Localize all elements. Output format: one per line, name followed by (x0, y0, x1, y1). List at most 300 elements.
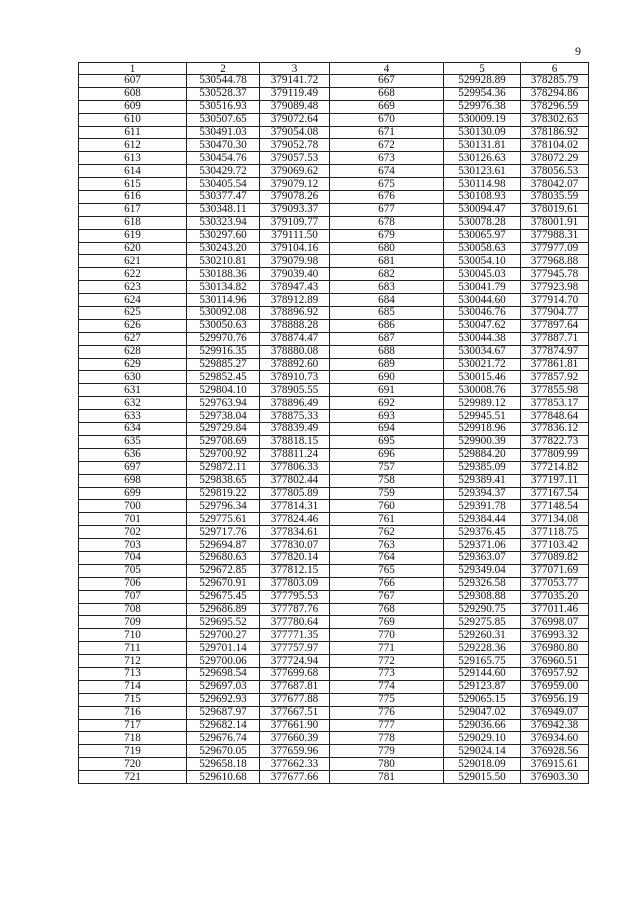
table-row (79, 423, 589, 436)
table-cell-x-coordinate: 529275.85 (444, 616, 521, 629)
table-cell-point-number: 632 (79, 397, 187, 410)
table-cell-point-number: 757 (330, 461, 444, 474)
table-cell-point-number: 717 (79, 719, 187, 732)
table-row (79, 319, 589, 332)
table-cell-point-number: 620 (79, 242, 187, 255)
table-row (79, 655, 589, 668)
table-cell-point-number: 767 (330, 590, 444, 603)
table-row (79, 281, 589, 294)
table-cell-point-number: 703 (79, 539, 187, 552)
table-cell-point-number: 716 (79, 706, 187, 719)
table-cell-y-coordinate: 378285.79 (521, 75, 589, 88)
table-cell-point-number: 608 (79, 87, 187, 100)
table-cell-point-number: 763 (330, 539, 444, 552)
table-cell-point-number: 616 (79, 191, 187, 204)
header-col-1: 1 (79, 63, 187, 75)
table-cell-x-coordinate: 529692.93 (187, 693, 260, 706)
table-row (79, 616, 589, 629)
table-cell-y-coordinate: 377148.54 (521, 500, 589, 513)
table-cell-y-coordinate: 377874.97 (521, 345, 589, 358)
table-cell-x-coordinate: 529738.04 (187, 410, 260, 423)
table-cell-y-coordinate: 379079.98 (260, 255, 330, 268)
table-cell-point-number: 694 (330, 423, 444, 436)
table-cell-x-coordinate: 530507.65 (187, 113, 260, 126)
table-cell-y-coordinate: 378294.86 (521, 87, 589, 100)
table-cell-point-number: 771 (330, 642, 444, 655)
table-cell-x-coordinate: 530034.67 (444, 345, 521, 358)
table-cell-x-coordinate: 529698.54 (187, 667, 260, 680)
table-cell-x-coordinate: 529700.06 (187, 655, 260, 668)
table-row (79, 526, 589, 539)
table-cell-x-coordinate: 529954.36 (444, 87, 521, 100)
table-row (79, 680, 589, 693)
table-cell-point-number: 624 (79, 294, 187, 307)
table-cell-y-coordinate: 377897.64 (521, 319, 589, 332)
table-cell-point-number: 697 (79, 461, 187, 474)
table-cell-y-coordinate: 377035.20 (521, 590, 589, 603)
table-cell-point-number: 779 (330, 745, 444, 758)
table-cell-point-number: 689 (330, 358, 444, 371)
table-cell-x-coordinate: 529015.50 (444, 771, 521, 784)
table-cell-x-coordinate: 529391.78 (444, 500, 521, 513)
table-cell-point-number: 614 (79, 165, 187, 178)
table-cell-point-number: 610 (79, 113, 187, 126)
table-cell-x-coordinate: 529729.84 (187, 423, 260, 436)
table-cell-y-coordinate: 376928.56 (521, 745, 589, 758)
table-row (79, 410, 589, 423)
table-cell-y-coordinate: 377822.73 (521, 435, 589, 448)
table-cell-point-number: 768 (330, 603, 444, 616)
table-cell-y-coordinate: 377787.76 (260, 603, 330, 616)
table-row (79, 358, 589, 371)
table-cell-point-number: 615 (79, 178, 187, 191)
table-cell-x-coordinate: 530065.97 (444, 229, 521, 242)
table-cell-x-coordinate: 530015.46 (444, 371, 521, 384)
table-row (79, 551, 589, 564)
table-cell-x-coordinate: 529918.96 (444, 423, 521, 436)
table-cell-x-coordinate: 529376.45 (444, 526, 521, 539)
table-cell-point-number: 636 (79, 448, 187, 461)
table-cell-x-coordinate: 530348.11 (187, 203, 260, 216)
table-cell-y-coordinate: 377861.81 (521, 358, 589, 371)
table-cell-point-number: 765 (330, 564, 444, 577)
table-cell-point-number: 695 (330, 435, 444, 448)
table-cell-x-coordinate: 529047.02 (444, 706, 521, 719)
table-row (79, 75, 589, 88)
table-cell-point-number: 681 (330, 255, 444, 268)
table-cell-x-coordinate: 529708.69 (187, 435, 260, 448)
table-cell-y-coordinate: 376903.30 (521, 771, 589, 784)
table-cell-point-number: 679 (330, 229, 444, 242)
table-cell-point-number: 709 (79, 616, 187, 629)
table-cell-y-coordinate: 379111.50 (260, 229, 330, 242)
table-cell-y-coordinate: 377914.70 (521, 294, 589, 307)
table-cell-point-number: 629 (79, 358, 187, 371)
table-cell-x-coordinate: 529308.88 (444, 590, 521, 603)
table-cell-x-coordinate: 529700.92 (187, 448, 260, 461)
table-cell-y-coordinate: 378839.49 (260, 423, 330, 436)
table-cell-point-number: 618 (79, 216, 187, 229)
table-cell-x-coordinate: 530429.72 (187, 165, 260, 178)
table-cell-x-coordinate: 529686.89 (187, 603, 260, 616)
table-row (79, 603, 589, 616)
table-cell-x-coordinate: 529970.76 (187, 332, 260, 345)
table-cell-point-number: 699 (79, 487, 187, 500)
table-cell-y-coordinate: 377011.46 (521, 603, 589, 616)
table-cell-x-coordinate: 529024.14 (444, 745, 521, 758)
table-cell-y-coordinate: 377887.71 (521, 332, 589, 345)
table-cell-y-coordinate: 377667.51 (260, 706, 330, 719)
table-cell-x-coordinate: 529260.31 (444, 629, 521, 642)
table-cell-x-coordinate: 529680.63 (187, 551, 260, 564)
table-cell-y-coordinate: 378874.47 (260, 332, 330, 345)
table-cell-x-coordinate: 529389.41 (444, 474, 521, 487)
header-col-5: 5 (444, 63, 521, 75)
table-cell-y-coordinate: 378888.28 (260, 319, 330, 332)
table-cell-y-coordinate: 376998.07 (521, 616, 589, 629)
table-cell-y-coordinate: 378875.33 (260, 410, 330, 423)
table-cell-x-coordinate: 529675.45 (187, 590, 260, 603)
table-cell-x-coordinate: 529682.14 (187, 719, 260, 732)
table-cell-x-coordinate: 530044.38 (444, 332, 521, 345)
table-cell-point-number: 671 (330, 126, 444, 139)
table-cell-point-number: 690 (330, 371, 444, 384)
table-cell-x-coordinate: 529900.39 (444, 435, 521, 448)
table-row (79, 203, 589, 216)
table-row (79, 500, 589, 513)
table-cell-x-coordinate: 530126.63 (444, 152, 521, 165)
table-header-row (79, 63, 589, 75)
table-row (79, 255, 589, 268)
table-cell-x-coordinate: 530454.76 (187, 152, 260, 165)
table-row (79, 629, 589, 642)
table-cell-x-coordinate: 530528.37 (187, 87, 260, 100)
table-cell-point-number: 607 (79, 75, 187, 88)
table-cell-y-coordinate: 377103.42 (521, 539, 589, 552)
table-cell-y-coordinate: 376949.07 (521, 706, 589, 719)
table-cell-point-number: 626 (79, 319, 187, 332)
table-cell-y-coordinate: 376993.32 (521, 629, 589, 642)
table-cell-point-number: 710 (79, 629, 187, 642)
table-cell-x-coordinate: 529989.12 (444, 397, 521, 410)
table-cell-y-coordinate: 377945.78 (521, 268, 589, 281)
table-cell-y-coordinate: 377118.75 (521, 526, 589, 539)
table-cell-x-coordinate: 529144.60 (444, 667, 521, 680)
table-cell-point-number: 704 (79, 551, 187, 564)
table-cell-y-coordinate: 379079.12 (260, 178, 330, 191)
table-row (79, 642, 589, 655)
table-cell-y-coordinate: 377771.35 (260, 629, 330, 642)
table-cell-point-number: 672 (330, 139, 444, 152)
table-row (79, 216, 589, 229)
table-cell-point-number: 775 (330, 693, 444, 706)
table-cell-x-coordinate: 529697.03 (187, 680, 260, 693)
table-cell-x-coordinate: 530044.60 (444, 294, 521, 307)
table-cell-y-coordinate: 379057.53 (260, 152, 330, 165)
table-cell-point-number: 667 (330, 75, 444, 88)
table-row (79, 461, 589, 474)
table-cell-x-coordinate: 529775.61 (187, 513, 260, 526)
table-cell-x-coordinate: 529670.91 (187, 577, 260, 590)
table-cell-point-number: 711 (79, 642, 187, 655)
table-cell-point-number: 688 (330, 345, 444, 358)
table-cell-y-coordinate: 377904.77 (521, 307, 589, 320)
coordinates-table (78, 62, 589, 784)
table-cell-y-coordinate: 377134.08 (521, 513, 589, 526)
table-cell-point-number: 701 (79, 513, 187, 526)
table-cell-x-coordinate: 530046.76 (444, 307, 521, 320)
table-row (79, 371, 589, 384)
table-cell-x-coordinate: 530297.60 (187, 229, 260, 242)
table-cell-y-coordinate: 377660.39 (260, 732, 330, 745)
table-cell-x-coordinate: 529384.44 (444, 513, 521, 526)
table-cell-point-number: 780 (330, 758, 444, 771)
table-cell-point-number: 619 (79, 229, 187, 242)
table-cell-point-number: 773 (330, 667, 444, 680)
table-cell-point-number: 684 (330, 294, 444, 307)
table-cell-x-coordinate: 530108.93 (444, 191, 521, 204)
table-cell-x-coordinate: 529385.09 (444, 461, 521, 474)
table-row (79, 732, 589, 745)
table-row (79, 397, 589, 410)
table-cell-x-coordinate: 529165.75 (444, 655, 521, 668)
table-cell-point-number: 774 (330, 680, 444, 693)
table-cell-y-coordinate: 377089.82 (521, 551, 589, 564)
table-cell-x-coordinate: 529872.11 (187, 461, 260, 474)
table-cell-x-coordinate: 529796.34 (187, 500, 260, 513)
table-body (79, 75, 589, 784)
table-cell-x-coordinate: 529676.74 (187, 732, 260, 745)
table-row (79, 758, 589, 771)
table-row (79, 487, 589, 500)
table-cell-point-number: 635 (79, 435, 187, 448)
header-col-2: 2 (187, 63, 260, 75)
table-row (79, 435, 589, 448)
table-cell-x-coordinate: 530323.94 (187, 216, 260, 229)
table-cell-x-coordinate: 530114.98 (444, 178, 521, 191)
table-cell-y-coordinate: 377824.46 (260, 513, 330, 526)
table-row (79, 564, 589, 577)
table-cell-point-number: 719 (79, 745, 187, 758)
table-cell-point-number: 714 (79, 680, 187, 693)
table-cell-x-coordinate: 529717.76 (187, 526, 260, 539)
table-cell-x-coordinate: 530544.78 (187, 75, 260, 88)
table-row (79, 513, 589, 526)
table-cell-point-number: 776 (330, 706, 444, 719)
table-cell-point-number: 702 (79, 526, 187, 539)
table-cell-point-number: 623 (79, 281, 187, 294)
table-cell-y-coordinate: 379093.37 (260, 203, 330, 216)
table-row (79, 771, 589, 784)
table-cell-point-number: 669 (330, 100, 444, 113)
table-cell-point-number: 630 (79, 371, 187, 384)
page-number: 9 (575, 44, 581, 58)
table-cell-y-coordinate: 377805.89 (260, 487, 330, 500)
table-cell-x-coordinate: 530078.28 (444, 216, 521, 229)
table-cell-x-coordinate: 529018.09 (444, 758, 521, 771)
table-cell-point-number: 715 (79, 693, 187, 706)
table-row (79, 165, 589, 178)
table-cell-y-coordinate: 379089.48 (260, 100, 330, 113)
table-row (79, 87, 589, 100)
table-cell-y-coordinate: 378811.24 (260, 448, 330, 461)
table-row (79, 345, 589, 358)
table-cell-point-number: 621 (79, 255, 187, 268)
table-row (79, 139, 589, 152)
table-cell-y-coordinate: 377820.14 (260, 551, 330, 564)
header-col-3: 3 (260, 63, 330, 75)
table-cell-point-number: 680 (330, 242, 444, 255)
table-cell-y-coordinate: 377830.07 (260, 539, 330, 552)
table-cell-y-coordinate: 376959.00 (521, 680, 589, 693)
table-cell-y-coordinate: 377197.11 (521, 474, 589, 487)
table-cell-y-coordinate: 377857.92 (521, 371, 589, 384)
table-cell-x-coordinate: 530134.82 (187, 281, 260, 294)
table-cell-y-coordinate: 378896.92 (260, 307, 330, 320)
table-cell-point-number: 676 (330, 191, 444, 204)
table-cell-y-coordinate: 378001.91 (521, 216, 589, 229)
table-cell-point-number: 772 (330, 655, 444, 668)
table-cell-x-coordinate: 529326.58 (444, 577, 521, 590)
table-cell-x-coordinate: 529394.37 (444, 487, 521, 500)
table-row (79, 667, 589, 680)
table-cell-y-coordinate: 378896.49 (260, 397, 330, 410)
table-cell-x-coordinate: 530405.54 (187, 178, 260, 191)
table-cell-x-coordinate: 530516.93 (187, 100, 260, 113)
table-cell-y-coordinate: 378905.55 (260, 384, 330, 397)
table-cell-point-number: 764 (330, 551, 444, 564)
table-cell-x-coordinate: 529228.36 (444, 642, 521, 655)
table-cell-y-coordinate: 376915.61 (521, 758, 589, 771)
table-cell-y-coordinate: 378892.60 (260, 358, 330, 371)
table-cell-y-coordinate: 378035.59 (521, 191, 589, 204)
table-cell-x-coordinate: 529852.45 (187, 371, 260, 384)
table-cell-x-coordinate: 530130.09 (444, 126, 521, 139)
table-cell-x-coordinate: 530047.62 (444, 319, 521, 332)
table-cell-y-coordinate: 377806.33 (260, 461, 330, 474)
table-cell-point-number: 675 (330, 178, 444, 191)
table-cell-y-coordinate: 377988.31 (521, 229, 589, 242)
table-row (79, 706, 589, 719)
table-row (79, 113, 589, 126)
table-cell-point-number: 627 (79, 332, 187, 345)
table-cell-point-number: 683 (330, 281, 444, 294)
table-cell-y-coordinate: 377834.61 (260, 526, 330, 539)
table-cell-point-number: 670 (330, 113, 444, 126)
table-cell-x-coordinate: 529290.75 (444, 603, 521, 616)
table-cell-x-coordinate: 529701.14 (187, 642, 260, 655)
table-cell-x-coordinate: 530470.30 (187, 139, 260, 152)
table-cell-y-coordinate: 379078.26 (260, 191, 330, 204)
table-cell-y-coordinate: 377977.09 (521, 242, 589, 255)
table-cell-y-coordinate: 377699.68 (260, 667, 330, 680)
table-cell-y-coordinate: 379052.78 (260, 139, 330, 152)
table-cell-point-number: 613 (79, 152, 187, 165)
table-cell-point-number: 706 (79, 577, 187, 590)
table-cell-x-coordinate: 530094.47 (444, 203, 521, 216)
table-row (79, 719, 589, 732)
table-cell-y-coordinate: 376956.19 (521, 693, 589, 706)
table-cell-y-coordinate: 377809.99 (521, 448, 589, 461)
table-cell-point-number: 686 (330, 319, 444, 332)
table-cell-y-coordinate: 377803.09 (260, 577, 330, 590)
table-cell-x-coordinate: 530058.63 (444, 242, 521, 255)
table-cell-y-coordinate: 377053.77 (521, 577, 589, 590)
table-cell-y-coordinate: 378056.53 (521, 165, 589, 178)
table-cell-point-number: 761 (330, 513, 444, 526)
table-cell-y-coordinate: 377167.54 (521, 487, 589, 500)
table-cell-x-coordinate: 529123.87 (444, 680, 521, 693)
table-cell-point-number: 707 (79, 590, 187, 603)
table-row (79, 577, 589, 590)
table-cell-y-coordinate: 378296.59 (521, 100, 589, 113)
table-cell-y-coordinate: 379054.08 (260, 126, 330, 139)
table-cell-point-number: 705 (79, 564, 187, 577)
table-row (79, 242, 589, 255)
table-cell-point-number: 692 (330, 397, 444, 410)
table-cell-point-number: 762 (330, 526, 444, 539)
table-cell-y-coordinate: 378042.07 (521, 178, 589, 191)
table-cell-point-number: 758 (330, 474, 444, 487)
table-row (79, 307, 589, 320)
table-cell-y-coordinate: 379072.64 (260, 113, 330, 126)
table-cell-point-number: 687 (330, 332, 444, 345)
table-cell-point-number: 628 (79, 345, 187, 358)
table-cell-y-coordinate: 377802.44 (260, 474, 330, 487)
table-cell-point-number: 759 (330, 487, 444, 500)
table-cell-x-coordinate: 530491.03 (187, 126, 260, 139)
table-cell-y-coordinate: 377677.88 (260, 693, 330, 706)
table-cell-x-coordinate: 529670.05 (187, 745, 260, 758)
table-cell-point-number: 781 (330, 771, 444, 784)
table-cell-y-coordinate: 378818.15 (260, 435, 330, 448)
table-cell-x-coordinate: 529036.66 (444, 719, 521, 732)
table-cell-x-coordinate: 529928.89 (444, 75, 521, 88)
table-cell-x-coordinate: 530054.10 (444, 255, 521, 268)
table-cell-y-coordinate: 379104.16 (260, 242, 330, 255)
table-cell-point-number: 769 (330, 616, 444, 629)
table-cell-y-coordinate: 378947.43 (260, 281, 330, 294)
table-cell-x-coordinate: 529976.38 (444, 100, 521, 113)
table-cell-y-coordinate: 377855.98 (521, 384, 589, 397)
table-cell-y-coordinate: 378910.73 (260, 371, 330, 384)
table-cell-point-number: 766 (330, 577, 444, 590)
table-cell-x-coordinate: 529065.15 (444, 693, 521, 706)
table-cell-y-coordinate: 379109.77 (260, 216, 330, 229)
table-cell-y-coordinate: 377853.17 (521, 397, 589, 410)
table-cell-y-coordinate: 377757.97 (260, 642, 330, 655)
table-cell-x-coordinate: 530377.47 (187, 191, 260, 204)
table-cell-point-number: 609 (79, 100, 187, 113)
table-cell-point-number: 778 (330, 732, 444, 745)
table-cell-point-number: 668 (330, 87, 444, 100)
table-cell-x-coordinate: 529945.51 (444, 410, 521, 423)
table-cell-point-number: 634 (79, 423, 187, 436)
table-cell-y-coordinate: 377780.64 (260, 616, 330, 629)
table-cell-point-number: 633 (79, 410, 187, 423)
table-cell-y-coordinate: 378912.89 (260, 294, 330, 307)
table-cell-y-coordinate: 379141.72 (260, 75, 330, 88)
table-cell-y-coordinate: 377923.98 (521, 281, 589, 294)
table-cell-x-coordinate: 529694.87 (187, 539, 260, 552)
table-cell-point-number: 631 (79, 384, 187, 397)
table-cell-y-coordinate: 379069.62 (260, 165, 330, 178)
table-cell-x-coordinate: 529695.52 (187, 616, 260, 629)
table-row (79, 100, 589, 113)
table-cell-y-coordinate: 377836.12 (521, 423, 589, 436)
table-cell-x-coordinate: 529672.85 (187, 564, 260, 577)
table-row (79, 693, 589, 706)
